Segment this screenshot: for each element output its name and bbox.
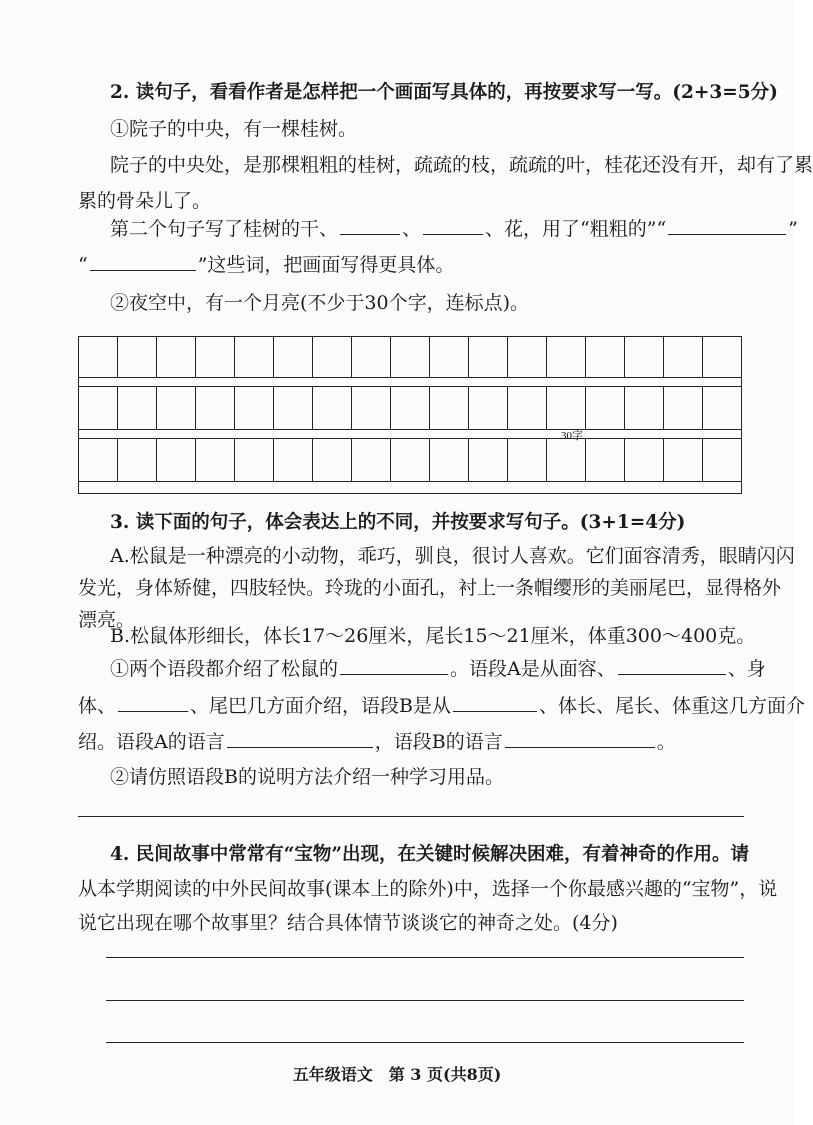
grid-cell[interactable] <box>235 439 274 481</box>
q2-fill-line2: “ ”这些词，把画面写得更具体。 <box>78 254 455 276</box>
grid-cell[interactable] <box>430 387 469 429</box>
q3-blank-6[interactable] <box>505 729 655 748</box>
grid-cell[interactable] <box>118 387 157 429</box>
grid-cell[interactable] <box>196 337 235 377</box>
grid-cell[interactable] <box>508 387 547 429</box>
q3-blank-1[interactable] <box>340 656 448 675</box>
q3-paragraph-a-line3: 漂亮。 <box>78 609 136 631</box>
q2-blank-3[interactable] <box>668 216 786 235</box>
grid-cell[interactable] <box>118 439 157 481</box>
grid-cell[interactable] <box>703 337 741 377</box>
q3-title: 3. 读下面的句子，体会表达上的不同，并按要求写句子。(3+1=4分) <box>110 512 686 533</box>
grid-cell[interactable] <box>313 439 352 481</box>
q3-paragraph-a-line1: A.松鼠是一种漂亮的小动物，乖巧，驯良，很讨人喜欢。它们面容清秀，眼睛闪闪 <box>110 545 795 567</box>
grid-cell[interactable] <box>586 387 625 429</box>
grid-cell[interactable] <box>469 387 508 429</box>
q3-fill-line3: 绍。语段A的语言 ，语段B的语言 。 <box>78 731 676 753</box>
grid-row-3 <box>79 439 741 481</box>
grid-cell[interactable] <box>625 387 664 429</box>
q2-sentence2-label: ②夜空中，有一个月亮(不少于30个字，连标点)。 <box>110 292 530 314</box>
q3-task2: ②请仿照语段B的说明方法介绍一种学习用品。 <box>110 766 504 788</box>
grid-cell[interactable] <box>235 337 274 377</box>
q2-sentence1-expanded-line2: 累的骨朵儿了。 <box>78 190 212 212</box>
q3-answer-line[interactable] <box>78 816 744 817</box>
grid-cell[interactable] <box>118 337 157 377</box>
grid-cell[interactable] <box>391 439 430 481</box>
grid-row-1 <box>79 337 741 377</box>
grid-cell[interactable] <box>274 439 313 481</box>
q2-blank-1[interactable] <box>340 216 400 235</box>
grid-cell[interactable] <box>352 337 391 377</box>
grid-cell[interactable] <box>235 387 274 429</box>
q3-paragraph-b: B.松鼠体形细长，体长17～26厘米，尾长15～21厘米，体重300～400克。 <box>110 625 756 647</box>
grid-cell[interactable] <box>430 439 469 481</box>
grid-separator <box>79 481 741 492</box>
grid-cell[interactable] <box>469 439 508 481</box>
grid-cell[interactable] <box>79 387 118 429</box>
grid-cell[interactable] <box>157 387 196 429</box>
grid-cell[interactable] <box>274 337 313 377</box>
grid-cell[interactable] <box>547 439 586 481</box>
grid-cell[interactable] <box>313 337 352 377</box>
grid-cell[interactable] <box>157 337 196 377</box>
grid-cell[interactable] <box>196 439 235 481</box>
grid-cell[interactable] <box>274 387 313 429</box>
q3-fill-line2: 体、 、尾巴几方面介绍，语段B是从 、体长、尾长、体重这几方面介 <box>78 695 805 717</box>
grid-cell[interactable] <box>313 387 352 429</box>
grid-row-2 <box>79 387 741 429</box>
q3-blank-2[interactable] <box>618 656 726 675</box>
grid-30-char-mark: 30字 <box>561 430 583 442</box>
grid-cell[interactable] <box>664 337 703 377</box>
grid-cell[interactable] <box>664 387 703 429</box>
q2-sentence1-expanded-line1: 院子的中央处，是那棵粗粗的桂树，疏疏的枝，疏疏的叶，桂花还没有开，却有了累 <box>110 154 813 176</box>
grid-cell[interactable] <box>79 439 118 481</box>
grid-cell[interactable] <box>157 439 196 481</box>
q4-title-line2: 从本学期阅读的中外民间故事(课本上的除外)中，选择一个你最感兴趣的“宝物”，说 <box>78 878 778 900</box>
q4-title-line3: 说它出现在哪个故事里？结合具体情节谈谈它的神奇之处。(4分) <box>78 912 618 934</box>
writing-grid[interactable] <box>78 336 742 494</box>
grid-cell[interactable] <box>703 387 741 429</box>
grid-cell[interactable] <box>625 337 664 377</box>
grid-separator <box>79 377 741 387</box>
page-footer: 五年级语文 第 3 页(共8页) <box>292 1065 502 1084</box>
q3-blank-5[interactable] <box>227 729 373 748</box>
q2-title: 2. 读句子，看看作者是怎样把一个画面写具体的，再按要求写一写。(2+3=5分) <box>110 82 778 103</box>
q2-fill-line1: 第二个句子写了桂树的干、 、 、花，用了“粗粗的”“ ” <box>110 218 798 240</box>
q2-blank-4[interactable] <box>90 252 196 271</box>
q2-sentence1-label: ①院子的中央，有一棵桂树。 <box>110 118 358 140</box>
q3-fill-line1: ①两个语段都介绍了松鼠的 。语段A是从面容、 、身 <box>110 658 766 680</box>
q4-answer-line-3[interactable] <box>106 1042 744 1043</box>
q4-answer-line-1[interactable] <box>106 957 744 958</box>
grid-cell[interactable] <box>547 337 586 377</box>
q4-title-line1: 4. 民间故事中常常有“宝物”出现，在关键时候解决困难，有着神奇的作用。请 <box>110 844 750 865</box>
grid-cell[interactable] <box>547 387 586 429</box>
q3-blank-4[interactable] <box>453 693 537 712</box>
grid-cell[interactable] <box>586 439 625 481</box>
grid-cell[interactable] <box>352 387 391 429</box>
grid-cell[interactable] <box>391 337 430 377</box>
q3-paragraph-a-line2: 发光，身体矫健，四肢轻快。玲珑的小面孔，衬上一条帽缨形的美丽尾巴，显得格外 <box>78 577 782 599</box>
grid-cell[interactable] <box>430 337 469 377</box>
grid-cell[interactable] <box>508 337 547 377</box>
q3-blank-3[interactable] <box>118 693 188 712</box>
grid-cell[interactable] <box>625 439 664 481</box>
grid-cell[interactable] <box>664 439 703 481</box>
q2-blank-2[interactable] <box>423 216 483 235</box>
grid-cell[interactable] <box>586 337 625 377</box>
grid-cell[interactable] <box>391 387 430 429</box>
grid-separator <box>79 429 741 439</box>
grid-cell[interactable] <box>469 337 508 377</box>
grid-cell[interactable] <box>79 337 118 377</box>
grid-cell[interactable] <box>196 387 235 429</box>
grid-cell[interactable] <box>703 439 741 481</box>
grid-cell[interactable] <box>508 439 547 481</box>
grid-cell[interactable] <box>352 439 391 481</box>
q4-answer-line-2[interactable] <box>106 1000 744 1001</box>
